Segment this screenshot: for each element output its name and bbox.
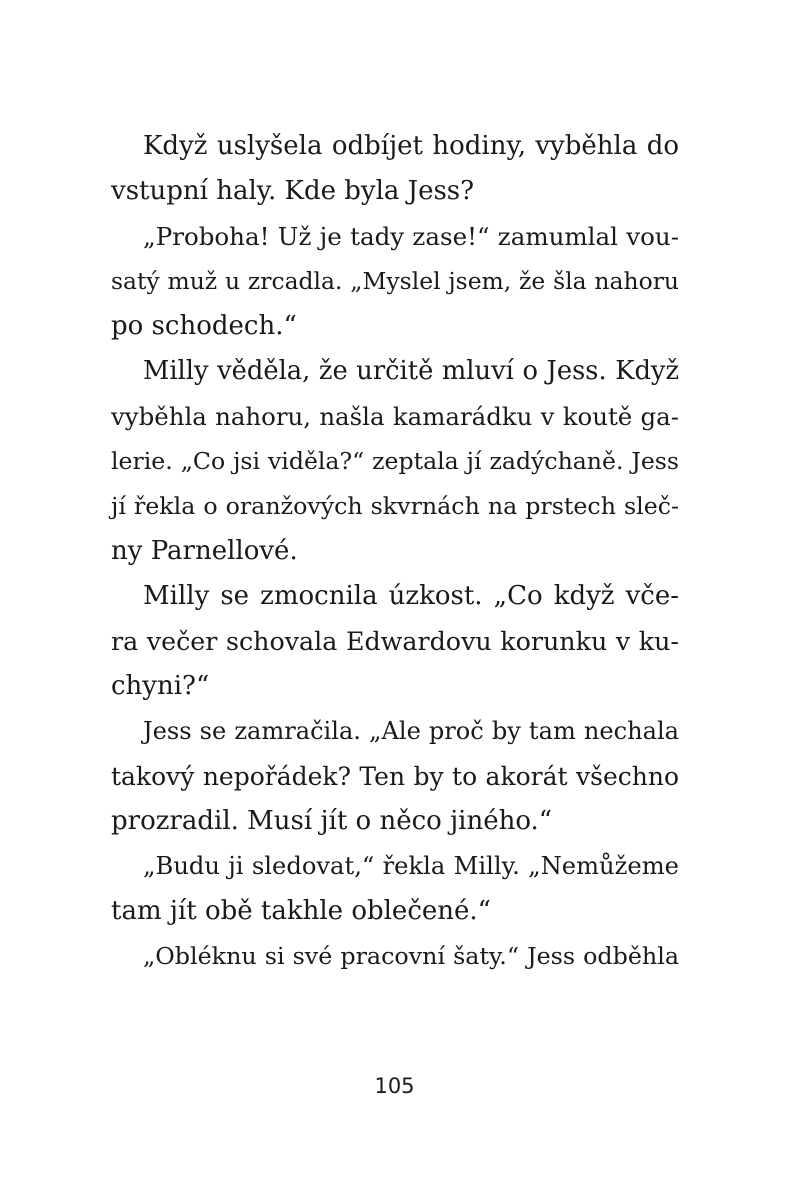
text-line: Když uslyšela odbíjet hodiny, vyběhla do <box>143 131 679 161</box>
text-line: prozradil. Musí jít o něco jiného.“ <box>111 806 553 836</box>
text-line: jí řekla o oranžových skvrnách na prstech sleč- <box>111 492 679 520</box>
text-line: „Obléknu si své pracovní šaty.“ Jess odběhla <box>143 942 679 970</box>
text-line: takový nepořádek? Ten by to akorát všechno <box>111 762 679 791</box>
text-line: vstupní haly. Kde byla Jess? <box>111 176 475 206</box>
text-line: „Proboha! Už je tady zase!“ zamumlal vou- <box>143 222 679 251</box>
text-line: ny Parnellové. <box>111 536 298 566</box>
text-line: Milly se zmocnila úzkost. „Co když vče- <box>143 581 679 611</box>
text-line: lerie. „Co jsi viděla?“ zeptala jí zadýchaně. Jess <box>111 447 679 475</box>
text-line: po schodech.“ <box>111 311 297 341</box>
text-line: chyni?“ <box>111 671 210 701</box>
text-line: tam jít obě takhle oblečené.“ <box>111 896 491 926</box>
text-line: vyběhla nahoru, našla kamarádku v koutě ga- <box>111 402 679 431</box>
body-text <box>111 124 679 979</box>
text-line: „Budu ji sledovat,“ řekla Milly. „Nemůžeme <box>143 852 679 880</box>
text-line: ra večer schovala Edwardovu korunku v ku- <box>111 626 679 656</box>
text-line: Jess se zamračila. „Ale proč by tam nechala <box>143 717 679 745</box>
page-number: 105 <box>374 1074 415 1098</box>
text-line: Milly věděla, že určitě mluví o Jess. Když <box>143 356 679 386</box>
text-line: satý muž u zrcadla. „Myslel jsem, že šla nahoru <box>111 267 679 295</box>
